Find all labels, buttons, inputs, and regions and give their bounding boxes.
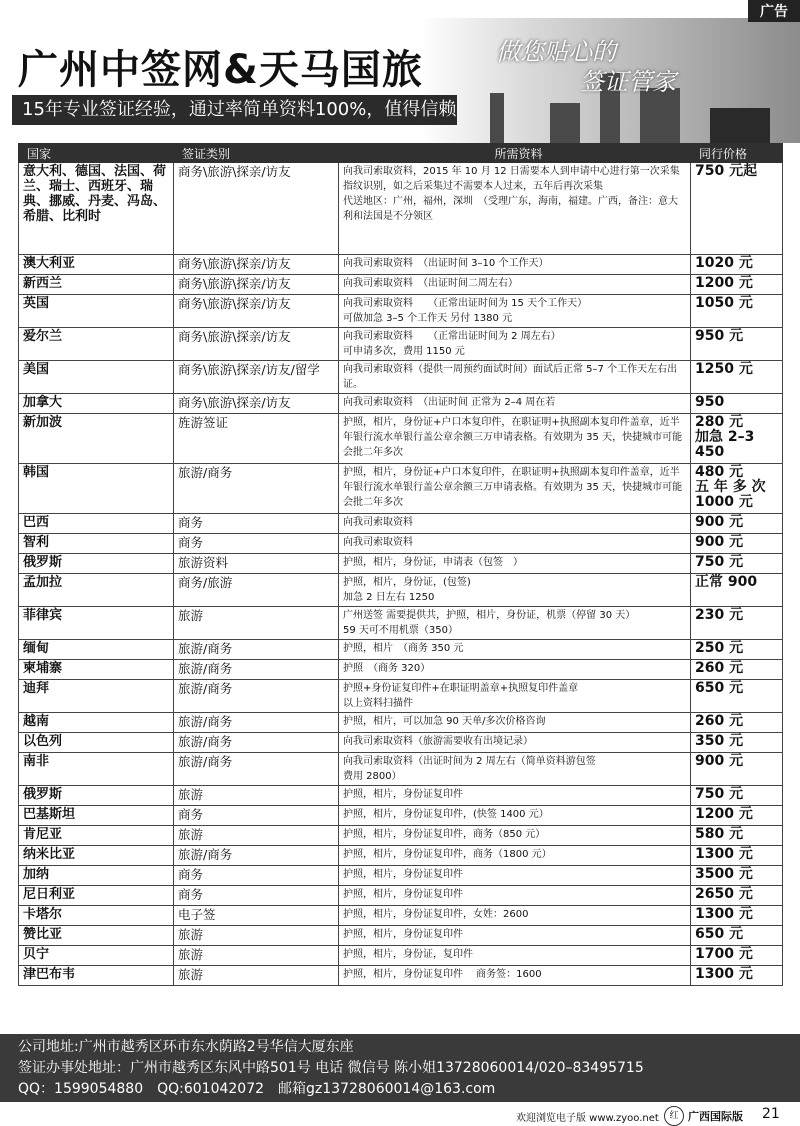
visa-type-cell: 商务\旅游\探亲/访友	[174, 255, 339, 275]
price-cell: 650 元	[691, 926, 783, 946]
price-cell: 260 元	[691, 660, 783, 680]
table-row	[19, 295, 783, 328]
visa-type-cell: 旅游	[174, 966, 339, 986]
requirements-cell: 护照，相片，身份证复印件，女姓：2600	[339, 906, 691, 926]
table-row	[19, 886, 783, 906]
requirements-cell: 向我司索取资料 （正常出证时间为 2 周左右） 可申请多次，费用 1150 元	[339, 328, 691, 361]
visa-type-cell: 旅游/商务	[174, 640, 339, 660]
country-cell: 赞比亚	[19, 926, 174, 946]
requirements-cell: 向我司索取资料	[339, 514, 691, 534]
header-requirements: 所需资料	[339, 144, 691, 163]
table-row	[19, 255, 783, 275]
price-cell: 280 元 加急 2–3 450	[691, 414, 783, 464]
contact-info: QQ：1599054880 QQ:601042072 邮箱gz13728060014@163.com	[18, 1081, 496, 1097]
table-row	[19, 640, 783, 660]
price-cell: 750 元	[691, 786, 783, 806]
country-cell: 加纳	[19, 866, 174, 886]
visa-type-cell: 商务	[174, 866, 339, 886]
table-row	[19, 906, 783, 926]
price-cell: 750 元	[691, 554, 783, 574]
country-cell: 新西兰	[19, 275, 174, 295]
price-cell: 1200 元	[691, 275, 783, 295]
visa-type-cell: 商务\旅游\探亲/访友	[174, 394, 339, 414]
table-row	[19, 554, 783, 574]
table-row	[19, 464, 783, 514]
price-cell: 580 元	[691, 826, 783, 846]
page-bottom-bar	[0, 1103, 800, 1125]
requirements-cell: 护照，相片，身份证复印件，商务（850 元）	[339, 826, 691, 846]
table-row	[19, 163, 783, 255]
price-cell: 950 元	[691, 328, 783, 361]
country-cell: 尼日利亚	[19, 886, 174, 906]
price-cell: 250 元	[691, 640, 783, 660]
visa-type-cell: 商务	[174, 806, 339, 826]
price-cell: 950	[691, 394, 783, 414]
requirements-cell: 护照，相片，身份证，(包签) 加急 2 日左右 1250	[339, 574, 691, 607]
tower-shape	[490, 93, 504, 143]
requirements-cell: 向我司索取资料（出证时间为 2 周左右（简单资料游包签 费用 2800）	[339, 753, 691, 786]
price-cell: 480 元 五 年 多 次 1000 元	[691, 464, 783, 514]
country-cell: 巴西	[19, 514, 174, 534]
price-cell: 1300 元	[691, 906, 783, 926]
visa-type-cell: 旅游	[174, 786, 339, 806]
country-cell: 以色列	[19, 733, 174, 753]
table-row	[19, 926, 783, 946]
country-cell: 津巴布韦	[19, 966, 174, 986]
table-row	[19, 660, 783, 680]
table-row	[19, 713, 783, 733]
country-cell: 迪拜	[19, 680, 174, 713]
requirements-cell: 护照，相片，身份证复印件 商务签：1600	[339, 966, 691, 986]
country-cell: 新加波	[19, 414, 174, 464]
price-cell: 1300 元	[691, 846, 783, 866]
price-cell: 1050 元	[691, 295, 783, 328]
country-cell: 韩国	[19, 464, 174, 514]
slogan-line-1: 做您贴心的	[496, 38, 616, 66]
country-cell: 纳米比亚	[19, 846, 174, 866]
country-cell: 菲律宾	[19, 607, 174, 640]
table-body	[19, 163, 783, 986]
country-cell: 俄罗斯	[19, 786, 174, 806]
country-cell: 孟加拉	[19, 574, 174, 607]
edition-name: 广西国际版	[688, 1110, 743, 1123]
table-row	[19, 826, 783, 846]
requirements-cell: 向我司索取资料	[339, 534, 691, 554]
header-price: 同行价格	[691, 144, 783, 163]
visa-type-cell: 商务\旅游\探亲/访友	[174, 328, 339, 361]
visa-type-cell: 商务	[174, 886, 339, 906]
price-cell: 1200 元	[691, 806, 783, 826]
page-number: 21	[762, 1106, 780, 1122]
requirements-cell: 护照，相片，身份证复印件	[339, 886, 691, 906]
office-address: 签证办事处地址：广州市越秀区东风中路501号 电话 微信号 陈小姐13728060014/020–83495715	[18, 1060, 644, 1076]
requirements-cell: 护照，相片，身份证，申请表（包签 ）	[339, 554, 691, 574]
country-cell: 贝宁	[19, 946, 174, 966]
visa-type-cell: 旅游资料	[174, 554, 339, 574]
country-cell: 澳大利亚	[19, 255, 174, 275]
price-cell: 1700 元	[691, 946, 783, 966]
company-address: 公司地址:广州市越秀区环市东水荫路2号华信大厦东座	[18, 1039, 354, 1055]
country-cell: 巴基斯坦	[19, 806, 174, 826]
visa-type-cell: 商务	[174, 534, 339, 554]
table-row	[19, 394, 783, 414]
ad-label: 广告	[748, 0, 800, 22]
requirements-cell: 向我司索取资料（旅游需要收有出境记录）	[339, 733, 691, 753]
table-row	[19, 534, 783, 554]
header-country: 国家	[19, 144, 174, 163]
requirements-cell: 护照，相片，身份证复印件	[339, 786, 691, 806]
price-cell: 900 元	[691, 753, 783, 786]
country-cell: 南非	[19, 753, 174, 786]
table-row	[19, 607, 783, 640]
visa-type-cell: 旅游/商务	[174, 713, 339, 733]
requirements-cell: 向我司索取资料 （出证时间 正常为 2–4 周在若	[339, 394, 691, 414]
price-cell: 350 元	[691, 733, 783, 753]
price-cell: 260 元	[691, 713, 783, 733]
table-row	[19, 866, 783, 886]
country-cell: 肯尼亚	[19, 826, 174, 846]
visa-type-cell: 旅游	[174, 946, 339, 966]
country-cell: 加拿大	[19, 394, 174, 414]
requirements-cell: 护照 （商务 320）	[339, 660, 691, 680]
table-row	[19, 514, 783, 534]
visa-type-cell: 旅游/商务	[174, 464, 339, 514]
requirements-cell: 护照，相片，身份证复印件，商务（1800 元）	[339, 846, 691, 866]
requirements-cell: 向我司索取资料 （正常出证时间为 15 天个工作天） 可做加急 3–5 个工作天 另付 1380 元	[339, 295, 691, 328]
country-cell: 俄罗斯	[19, 554, 174, 574]
price-cell: 正常 900	[691, 574, 783, 607]
country-cell: 意大利、德国、法国、荷兰、瑞士、西班牙、瑞典、挪威、丹麦、冯岛、希腊、比利时	[19, 163, 174, 255]
requirements-cell: 护照+身份证复印件+在职证明盖章+执照复印件盖章 以上资料扫描件	[339, 680, 691, 713]
table-row	[19, 966, 783, 986]
passport-shape	[710, 108, 770, 143]
requirements-cell: 护照，相片，可以加急 90 天单/多次价格咨询	[339, 713, 691, 733]
country-cell: 美国	[19, 361, 174, 394]
visa-type-cell: 旅游/商务	[174, 680, 339, 713]
requirements-cell: 向我司索取资料 （出证时间二周左右）	[339, 275, 691, 295]
visa-type-cell: 旅游	[174, 926, 339, 946]
visa-type-cell: 商务\旅游\探亲/访友	[174, 163, 339, 255]
table-row	[19, 328, 783, 361]
price-cell: 230 元	[691, 607, 783, 640]
header	[0, 0, 800, 143]
footer	[0, 1034, 800, 1102]
visa-price-table	[18, 143, 783, 986]
country-cell: 越南	[19, 713, 174, 733]
price-cell: 1250 元	[691, 361, 783, 394]
table-row	[19, 275, 783, 295]
table-row	[19, 733, 783, 753]
country-cell: 智利	[19, 534, 174, 554]
table-row	[19, 414, 783, 464]
price-cell: 750 元起	[691, 163, 783, 255]
table-row	[19, 574, 783, 607]
table-row	[19, 846, 783, 866]
visa-type-cell: 商务\旅游\探亲/访友	[174, 275, 339, 295]
publication-logo: 红	[664, 1106, 684, 1126]
requirements-cell: 护照，相片，身份证复印件，(快签 1400 元）	[339, 806, 691, 826]
table-row	[19, 806, 783, 826]
building-shape	[550, 103, 580, 143]
visa-type-cell: 旅游/商务	[174, 733, 339, 753]
slogan-line-2: 签证管家	[580, 68, 676, 96]
requirements-cell: 护照，相片，身份证+户口本复印件，在职证明+执照副本复印件盖章，近半年银行流水单银行盖公章余额三万申请表格。有效期为 35 天，快捷城市可能会批二年多次	[339, 464, 691, 514]
requirements-cell: 护照，相片，身份证+户口本复印件，在职证明+执照副本复印件盖章，近半年银行流水单银行盖公章余额三万申请表格。有效期为 35 天，快捷城市可能会批二年多次	[339, 414, 691, 464]
table-header-row	[19, 144, 783, 163]
table-row	[19, 946, 783, 966]
visa-type-cell: 旅游/商务	[174, 753, 339, 786]
country-cell: 爱尔兰	[19, 328, 174, 361]
visa-type-cell: 旅游	[174, 607, 339, 640]
country-cell: 柬埔寨	[19, 660, 174, 680]
website-text: 欢迎浏览电子版 www.zyoo.net	[516, 1113, 659, 1124]
country-cell: 英国	[19, 295, 174, 328]
requirements-cell: 向我司索取资料（提供一周预约面试时间）面试后正常 5–7 个工作天左右出证。	[339, 361, 691, 394]
subtitle-banner: 15年专业签证经验，通过率简单资料100%，值得信赖	[12, 95, 457, 125]
price-cell: 900 元	[691, 514, 783, 534]
requirements-cell: 护照，相片，身份证复印件	[339, 926, 691, 946]
price-cell: 1300 元	[691, 966, 783, 986]
requirements-cell: 向我司索取资料 （出证时间 3–10 个工作天）	[339, 255, 691, 275]
requirements-cell: 护照，相片 （商务 350 元	[339, 640, 691, 660]
table-row	[19, 680, 783, 713]
hero-image	[420, 18, 800, 143]
price-cell: 3500 元	[691, 866, 783, 886]
requirements-cell: 广州送签 需要提供共，护照，相片，身份证，机票（停留 30 天） 59 天可不用机票（350）	[339, 607, 691, 640]
visa-type-cell: 旅游/商务	[174, 846, 339, 866]
visa-type-cell: 商务/旅游	[174, 574, 339, 607]
table-row	[19, 753, 783, 786]
requirements-cell: 护照，相片，身份证，复印件	[339, 946, 691, 966]
country-cell: 卡塔尔	[19, 906, 174, 926]
table-row	[19, 786, 783, 806]
visa-type-cell: 旅游/商务	[174, 660, 339, 680]
visa-type-cell: 商务	[174, 514, 339, 534]
price-cell: 900 元	[691, 534, 783, 554]
table-row	[19, 361, 783, 394]
visa-type-cell: 旌游签证	[174, 414, 339, 464]
price-cell: 2650 元	[691, 886, 783, 906]
header-visa-type: 签证类别	[174, 144, 339, 163]
requirements-cell: 向我司索取资料，2015 年 10 月 12 日需要本人到申请中心进行第一次采集指纹识别，如之后采集过不需要本人过来，五年后再次采集 代送地区：广州，福州，深圳 （受理广东，海南，福建。广西，备注：意大利和法国是不分领区	[339, 163, 691, 255]
visa-type-cell: 旅游	[174, 826, 339, 846]
price-cell: 1020 元	[691, 255, 783, 275]
visa-type-cell: 商务\旅游\探亲/访友	[174, 295, 339, 328]
visa-type-cell: 电子签	[174, 906, 339, 926]
visa-type-cell: 商务\旅游\探亲/访友/留学	[174, 361, 339, 394]
requirements-cell: 护照，相片，身份证复印件	[339, 866, 691, 886]
price-cell: 650 元	[691, 680, 783, 713]
country-cell: 缅甸	[19, 640, 174, 660]
page-title: 广州中签网&天马国旅	[18, 47, 423, 93]
